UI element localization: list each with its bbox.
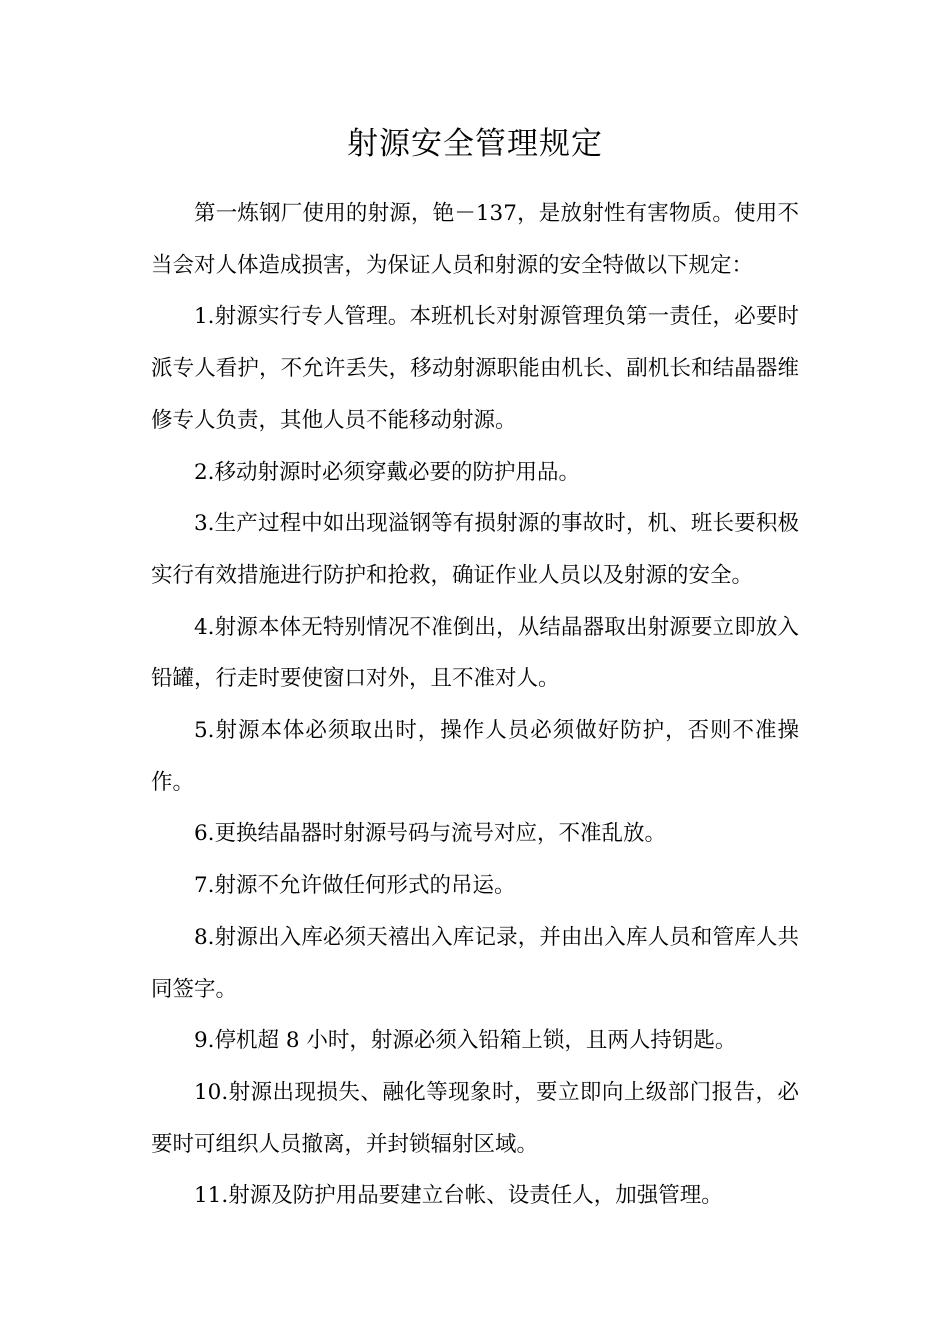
rule-3: 3.生产过程中如出现溢钢等有损射源的事故时，机、班长要积极实行有效措施进行防护和抢救，确证作业人员以及射源的安全。 — [151, 511, 799, 588]
rule-1: 1.射源实行专人管理。本班机长对射源管理负第一责任，必要时派专人看护，不允许丢失，移动射源职能由机长、副机长和结晶器维修专人负责，其他人员不能移动射源。 — [151, 304, 799, 433]
rule-7: 7.射源不允许做任何形式的吊运。 — [194, 873, 516, 899]
document-title: 射源安全管理规定 — [347, 126, 603, 162]
rule-6: 6.更换结晶器时射源号码与流号对应，不准乱放。 — [194, 821, 667, 847]
intro-paragraph: 第一炼钢厂使用的射源，铯－137，是放射性有害物质。使用不当会对人体造成损害，为保证人员和射源的安全特做以下规定： — [151, 201, 799, 278]
rule-5: 5.射源本体必须取出时，操作人员必须做好防护，否则不准操作。 — [151, 718, 799, 795]
rule-4: 4.射源本体无特别情况不准倒出，从结晶器取出射源要立即放入铅罐，行走时要使窗口对外，且不准对人。 — [151, 614, 799, 692]
rule-10: 10.射源出现损失、融化等现象时，要立即向上级部门报告，必要时可组织人员撤离，并封锁辐射区域。 — [151, 1079, 799, 1157]
rule-2: 2.移动射源时必须穿戴必要的防护用品。 — [194, 459, 581, 485]
rule-11: 11.射源及防护用品要建立台帐、设责任人，加强管理。 — [194, 1183, 723, 1209]
rule-8: 8.射源出入库必须天禧出入库记录，并由出入库人员和管库人共同签字。 — [151, 924, 799, 1002]
rule-9: 9.停机超 8 小时，射源必须入铅箱上锁，且两人持钥匙。 — [194, 1028, 737, 1054]
document-body — [151, 188, 799, 1222]
